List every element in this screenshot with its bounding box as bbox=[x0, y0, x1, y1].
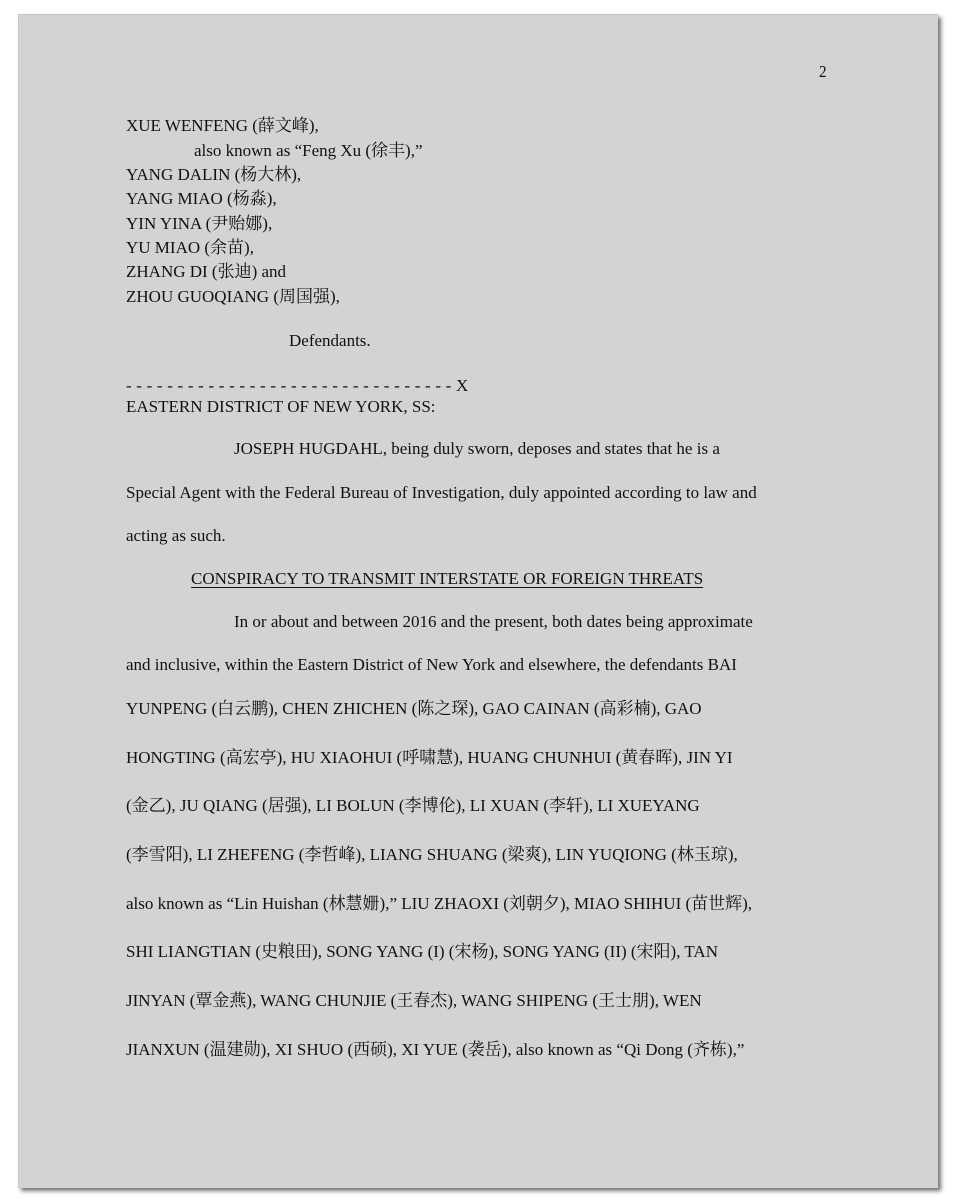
defendant-line: YANG MIAO (杨淼), bbox=[126, 189, 277, 208]
defendant-line: XUE WENFENG (薛文峰), bbox=[126, 116, 319, 135]
paragraph-line: HONGTING (高宏亭), HU XIAOHUI (呼啸慧), HUANG CHUNHUI (黄春晖), JIN YI bbox=[126, 748, 733, 767]
defendant-line: ZHANG DI (张迪) and bbox=[126, 262, 287, 281]
paragraph-line: In or about and between 2016 and the present, both dates being approximate bbox=[234, 612, 753, 631]
paragraph-line: (金乙), JU QIANG (居强), LI BOLUN (李博伦), LI XUAN (李轩), LI XUEYANG bbox=[126, 796, 700, 815]
defendant-line: YU MIAO (余苗), bbox=[126, 238, 254, 257]
paragraph-line: and inclusive, within the Eastern District of New York and elsewhere, the defendants BAI bbox=[126, 655, 737, 674]
defendant-alias-line: also known as “Feng Xu (徐丰),” bbox=[194, 141, 423, 160]
paragraph-line: JINYAN (覃金燕), WANG CHUNJIE (王春杰), WANG SHIPENG (王士朋), WEN bbox=[126, 991, 702, 1010]
paragraph-line: also known as “Lin Huishan (林慧姗),” LIU ZHAOXI (刘朝夕), MIAO SHIHUI (苗世辉), bbox=[126, 894, 753, 913]
paragraph-line: JOSEPH HUGDAHL, being duly sworn, deposes and states that he is a bbox=[234, 439, 720, 458]
defendants-label: Defendants. bbox=[289, 331, 371, 350]
defendant-line: ZHOU GUOQIANG (周国强), bbox=[126, 287, 340, 306]
paragraph-line: Special Agent with the Federal Bureau of Investigation, duly appointed according to law and bbox=[126, 483, 757, 502]
count-heading: CONSPIRACY TO TRANSMIT INTERSTATE OR FOREIGN THREATS bbox=[191, 569, 704, 588]
paragraph-line: acting as such. bbox=[126, 526, 226, 545]
venue-line: EASTERN DISTRICT OF NEW YORK, SS: bbox=[126, 397, 436, 416]
paragraph-line: SHI LIANGTIAN (史粮田), SONG YANG (I) (宋杨), SONG YANG (II) (宋阳), TAN bbox=[126, 942, 718, 961]
document-page bbox=[18, 14, 938, 1188]
paragraph-line: YUNPENG (白云鹏), CHEN ZHICHEN (陈之琛), GAO CAINAN (高彩楠), GAO bbox=[126, 699, 702, 718]
defendant-line: YIN YINA (尹贻娜), bbox=[126, 214, 273, 233]
caption-separator: - - - - - - - - - - - - - - - - - - - - - - - - - - - - - - - - X bbox=[126, 376, 469, 395]
page-number: 2 bbox=[819, 62, 827, 81]
paragraph-line: JIANXUN (温建勋), XI SHUO (西硕), XI YUE (袭岳), also known as “Qi Dong (齐栋),” bbox=[126, 1040, 745, 1059]
defendant-line: YANG DALIN (杨大林), bbox=[126, 165, 302, 184]
paragraph-line: (李雪阳), LI ZHEFENG (李哲峰), LIANG SHUANG (梁爽), LIN YUQIONG (林玉琼), bbox=[126, 845, 738, 864]
